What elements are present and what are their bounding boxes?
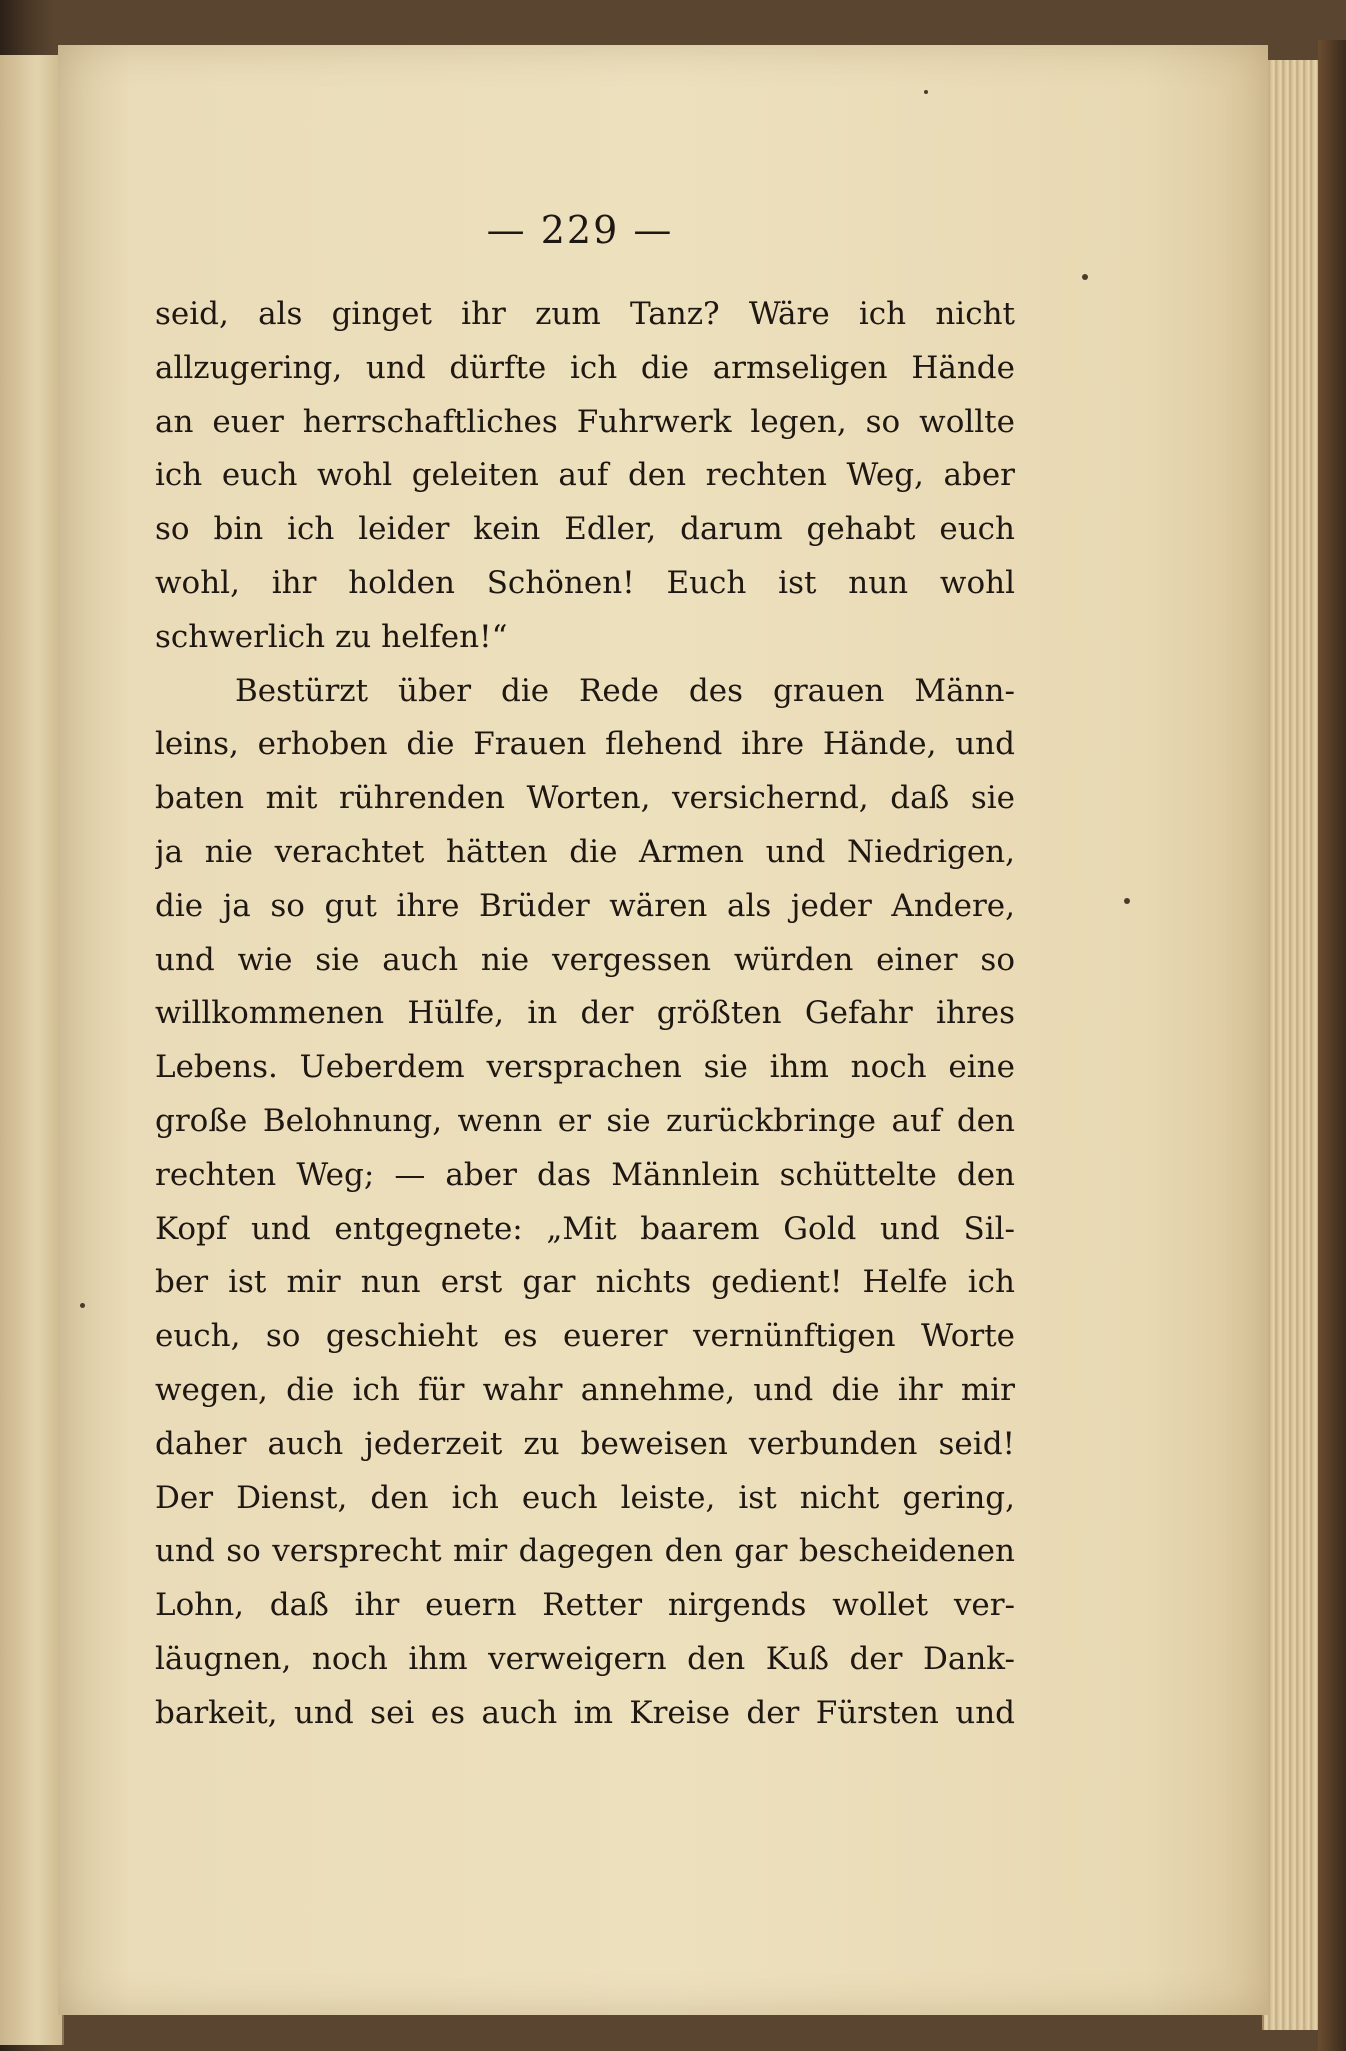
text-line: an euer herrschaftliches Fuhrwerk legen, so wollte	[155, 403, 1015, 440]
text-line: und so versprecht mir dagegen den gar bescheidenen	[155, 1533, 1015, 1570]
text-line: barkeit, und sei es auch im Kreise der Fürsten und	[155, 1694, 1015, 1731]
text-line: wohl, ihr holden Schönen! Euch ist nun wohl	[155, 564, 1015, 601]
paper-speck	[80, 1303, 85, 1308]
page-number: — 229 —	[486, 208, 674, 252]
text-line: baten mit rührenden Worten, versichernd, daß sie	[155, 780, 1015, 817]
text-line: die ja so gut ihre Brüder wären als jeder Andere,	[155, 887, 1015, 924]
text-line: ja nie verachtet hätten die Armen und Niedrigen,	[155, 833, 1015, 870]
text-line: so bin ich leider kein Edler, darum gehabt euch	[155, 511, 1015, 548]
text-line: leins, erhoben die Frauen flehend ihre Hände, und	[155, 726, 1015, 763]
paper-speck	[1082, 274, 1088, 280]
paper-speck	[924, 90, 928, 94]
text-line: wegen, die ich für wahr annehme, und die ihr mir	[155, 1371, 1015, 1408]
text-line: Lohn, daß ihr euern Retter nirgends wollet ver-	[155, 1587, 1015, 1624]
paper-speck	[1124, 898, 1130, 904]
text-line: Kopf und entgegnete: „Mit baarem Gold und Sil-	[155, 1210, 1015, 1247]
text-line: Bestürzt über die Rede des grauen Männ-	[235, 672, 1015, 709]
text-line: Der Dienst, den ich euch leiste, ist nicht gering,	[155, 1479, 1015, 1516]
text-line: schwerlich zu helfen!“	[155, 618, 508, 655]
text-line: euch, so geschieht es euerer vernünftigen Worte	[155, 1318, 1015, 1355]
book-cover-edge	[1318, 40, 1346, 2051]
body-text	[155, 288, 1015, 1741]
facing-page-edge	[0, 55, 64, 2045]
text-line: Lebens. Ueberdem versprachen sie ihm noch eine	[155, 1049, 1015, 1086]
text-line: allzugering, und dürfte ich die armseligen Hände	[155, 349, 1015, 386]
text-line: seid, als ginget ihr zum Tanz? Wäre ich nicht	[155, 296, 1015, 332]
text-line: rechten Weg; — aber das Männlein schüttelte den	[155, 1156, 1015, 1193]
text-line: und wie sie auch nie vergessen würden einer so	[155, 941, 1015, 978]
text-line: willkommenen Hülfe, in der größten Gefahr ihres	[155, 995, 1015, 1032]
text-line: große Belohnung, wenn er sie zurückbringe auf den	[155, 1102, 1015, 1139]
text-line: ich euch wohl geleiten auf den rechten Weg, aber	[155, 457, 1015, 494]
text-line: läugnen, noch ihm verweigern den Kuß der Dank-	[155, 1640, 1015, 1677]
text-line: daher auch jederzeit zu beweisen verbunden seid!	[155, 1425, 1015, 1462]
text-line: ber ist mir nun erst gar nichts gedient! Helfe ich	[155, 1264, 1015, 1301]
